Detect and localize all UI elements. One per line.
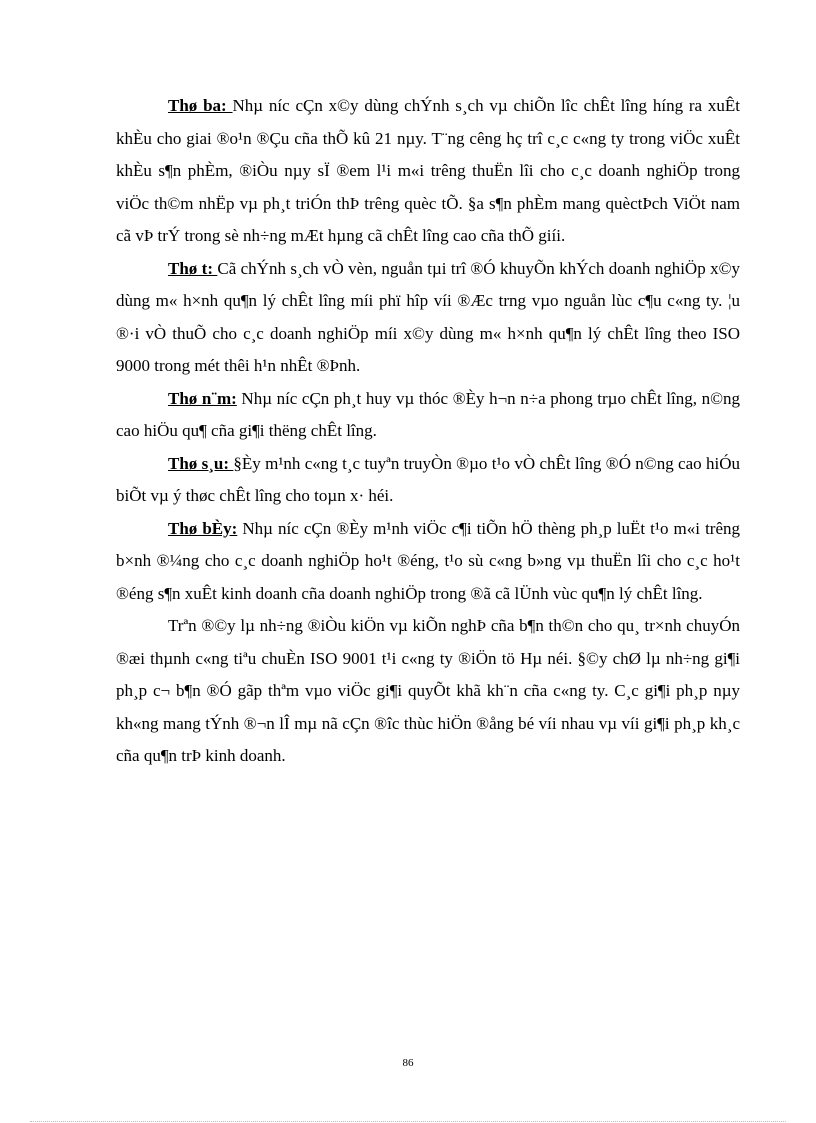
paragraph-text: Trªn ®©y lµ nh÷ng ®iÒu kiÖn vµ kiÕn nghÞ cña b¶n th©n cho qu¸ tr×nh chuyÓn ®æi thµnh c«ng tiªu chuÈn ISO 9001 t¹i c«ng ty ®iÖn tö Hµ néi. §©y chØ lµ nh÷ng gi¶i ph¸p c¬ b¶n ®Ó gãp thªm vµo viÖc gi¶i quyÕt khã kh¨n cña c«ng ty. C¸c gi¶i ph¸p nµy kh«ng mang tÝnh ®¬n lÎ mµ nã cÇn ®îc thùc hiÖn ®ång bé víi nhau vµ víi gi¶i ph¸p kh¸c cña qu¶n trÞ kinh doanh.	[116, 616, 740, 765]
paragraph-thu-nam	[116, 383, 740, 448]
paragraph-thu-tu	[116, 253, 740, 383]
paragraph-heading: Thø t:	[168, 258, 218, 278]
paragraph-heading: Thø bÈy:	[168, 518, 238, 538]
paragraph-text: Nhµ níc cÇn ph¸t huy vµ thóc ®Èy h¬n n÷a phong trµo chÊt lîng, n©ng cao hiÖu qu¶ cña gi¶i thëng chÊt lîng.	[116, 388, 740, 440]
paragraph-thu-bay	[116, 513, 740, 611]
document-body	[116, 90, 740, 773]
paragraph-heading: Thø s¸u:	[168, 453, 234, 473]
paragraph-heading: Thø n¨m:	[168, 388, 237, 408]
paragraph-text: Nhµ níc cÇn ®Èy m¹nh viÖc c¶i tiÕn hÖ thèng ph¸p luËt t¹o m«i trêng b×nh ®¼ng cho c¸c doanh nghiÖp ho¹t ®éng, t¹o sù c«ng b»ng vµ thuËn lîi cho c¸c ho¹t ®éng s¶n xuÊt kinh doanh cña doanh nghiÖp trong ®ã cã lÜnh vùc qu¶n lý chÊt lîng.	[116, 518, 740, 603]
paragraph-text: §Èy m¹nh c«ng t¸c tuyªn truyÒn ®µo t¹o vÒ chÊt lîng ®Ó n©ng cao hiÓu biÕt vµ ý thøc chÊt lîng cho toµn x· héi.	[116, 453, 740, 505]
paragraph-text: Nhµ níc cÇn x©y dùng chÝnh s¸ch vµ chiÕn lîc chÊt lîng híng ra xuÊt khÈu cho giai ®o¹n ®Çu cña thÕ kû 21 nµy. T¨ng cêng hç trî c¸c c«ng ty trong viÖc xuÊt khÈu s¶n phÈm, ®iÒu nµy sÏ ®em l¹i m«i trêng thuËn lîi cho c¸c doanh nghiÖp trong viÖc th©m nhËp vµ ph¸t triÓn thÞ trêng quèc tÕ. §a s¶n phÈm mang quèctÞch ViÖt nam cã vÞ trÝ trong sè nh÷ng mÆt hµng cã chÊt lîng cao cña thÕ giíi.	[116, 96, 740, 245]
paragraph-text: Cã chÝnh s¸ch vÒ vèn, nguån tµi trî ®Ó khuyÕn khÝch doanh nghiÖp x©y dùng m« h×nh qu¶n lý chÊt lîng míi phï hîp víi ®Æc trng vµo nguån lùc c¶u c«ng ty. ¦u ®·i vÒ thuÕ cho c¸c doanh nghiÖp míi x©y dùng m« h×nh qu¶n lý chÊt lîng theo ISO 9000 trong mét thêi h¹n nhÊt ®Þnh.	[116, 258, 740, 375]
page-number: 86	[402, 1057, 414, 1069]
page-bottom-border	[30, 1121, 786, 1122]
paragraph-thu-sau	[116, 448, 740, 513]
paragraph-thu-ba	[116, 90, 740, 253]
paragraph-heading: Thø ba:	[168, 96, 233, 115]
paragraph-conclusion	[116, 610, 740, 773]
